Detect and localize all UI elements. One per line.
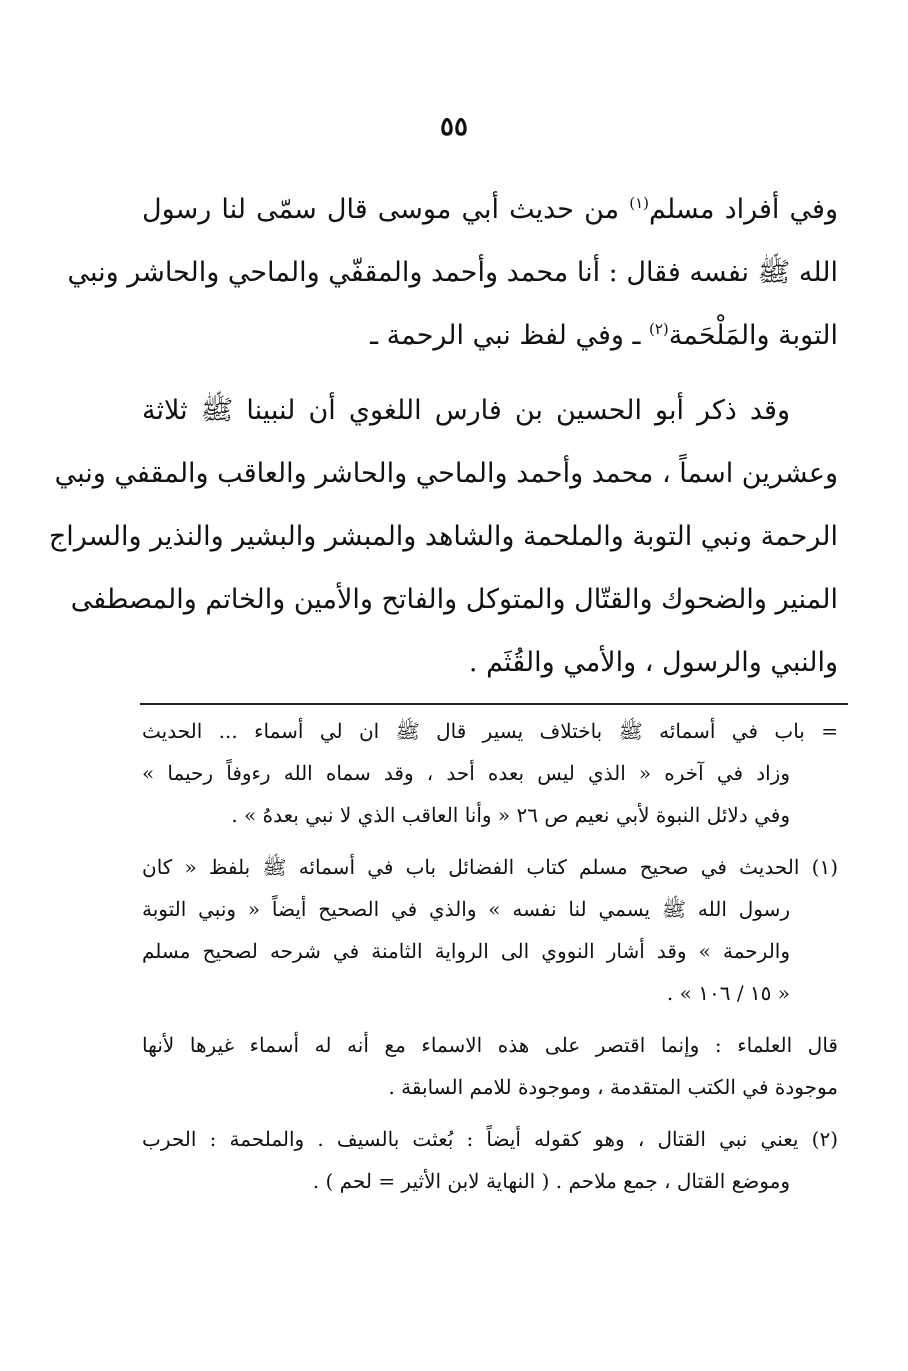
footnote-line: قال العلماء : وإنما اقتصر على هذه الاسماء مع أنه له أسماء غيرها لأنها xyxy=(142,1033,838,1057)
footnote-ref-1[interactable]: (١) xyxy=(629,194,650,212)
footnote-line: رسول الله ﷺ يسمي لنا نفسه » والذي في الصحيح أيضاً « ونبي التوبة xyxy=(142,897,790,921)
footnote-line: وزاد في آخره « الذي ليس بعده أحد ، وقد سماه الله رءوفاً رحيما » xyxy=(142,761,790,785)
text-line: وقد ذكر أبو الحسين بن فارس اللغوي أن لنبينا ﷺ ثلاثة xyxy=(142,395,790,426)
text-line: وفي أفراد مسلم$^{(١)}$ من حديث أبي موسى قال سمّى لنا رسول xyxy=(142,194,838,225)
footnote-line: « ١٥ / ١٠٦ » . xyxy=(666,981,790,1005)
page-number: ٥٥ xyxy=(440,112,468,142)
text-line: وعشرين اسماً ، محمد وأحمد والماحي والحاشر والعاقب والمقفي ونبي xyxy=(54,458,838,489)
footnote-line: وموضع القتال ، جمع ملاحم . ( النهاية لابن الأثير = لحم ) . xyxy=(312,1169,790,1193)
footnotes xyxy=(142,710,838,1202)
text-line: الرحمة ونبي التوبة والملحمة والشاهد والمبشر والبشير والنذير والسراج xyxy=(48,521,838,552)
footnote-1 xyxy=(142,846,838,1014)
footnote-ref-2[interactable]: (٢) xyxy=(648,320,669,338)
text-line: والنبي والرسول ، والأمي والقُثَم . xyxy=(468,647,838,678)
text-line: المنير والضحوك والقتّال والمتوكل والفاتح والأمين والخاتم والمصطفى xyxy=(70,584,838,615)
footnote-line: (٢) يعني نبي القتال ، وهو كقوله أيضاً : بُعثت بالسيف . والملحمة : الحرب xyxy=(142,1127,838,1151)
footnote-continuation xyxy=(142,710,838,836)
footnote-line: موجودة في الكتب المتقدمة ، وموجودة للامم السابقة . xyxy=(388,1075,838,1099)
text-line: التوبة والمَلْحَمة$^{(٢)}$ ـ وفي لفظ نبي الرحمة ـ xyxy=(370,320,838,351)
paragraph-2 xyxy=(48,379,838,694)
footnote-2 xyxy=(142,1118,838,1202)
footnote-line: (١) الحديث في صحيح مسلم كتاب الفضائل باب في أسمائه ﷺ بلفظ « كان xyxy=(142,855,838,879)
text-line: الله ﷺ نفسه فقال : أنا محمد وأحمد والمقفّي والماحي والحاشر ونبي xyxy=(67,257,838,288)
footnote-separator xyxy=(140,703,848,705)
footnote-1-note xyxy=(142,1024,838,1108)
main-text xyxy=(48,178,838,694)
paragraph-1 xyxy=(67,178,838,367)
footnote-line: = باب في أسمائه ﷺ باختلاف يسير قال ﷺ ان لي أسماء ... الحديث xyxy=(142,719,838,743)
footnote-line: وفي دلائل النبوة لأبي نعيم ص ٢٦ « وأنا العاقب الذي لا نبي بعدهُ » . xyxy=(231,803,790,827)
footnote-line: والرحمة » وقد أشار النووي الى الرواية الثامنة في شرحه لصحيح مسلم xyxy=(142,939,790,963)
